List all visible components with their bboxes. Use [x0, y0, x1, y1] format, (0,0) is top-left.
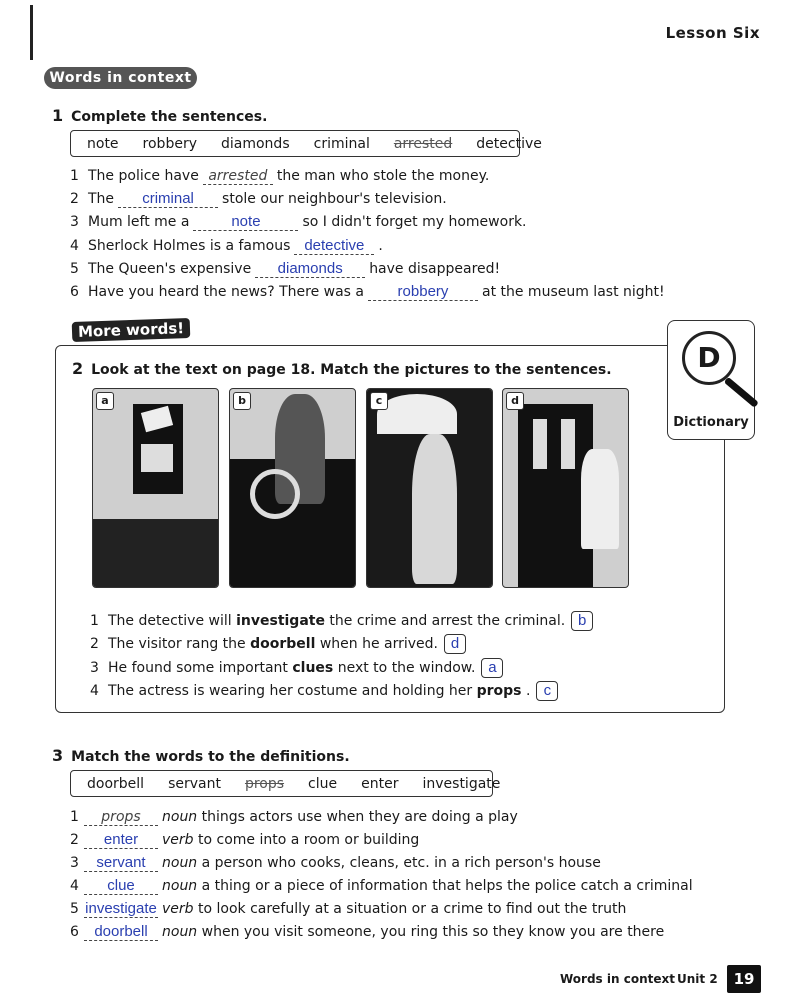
sentence-end: . [378, 238, 383, 254]
item-number: 2 [70, 832, 79, 848]
ex3-heading [52, 746, 350, 765]
ex3-word-box [70, 770, 501, 797]
sentence-start: The Queen's expensive [88, 261, 252, 277]
ex1-sentence [70, 238, 383, 255]
word-used: props [244, 775, 285, 792]
sentence-end: next to the window. [337, 660, 476, 676]
picture-c-actress-props [366, 388, 493, 588]
sentence-start: Sherlock Holmes is a famous [88, 238, 291, 254]
part-of-speech: noun [162, 855, 198, 871]
ex2-sentence [90, 681, 558, 701]
ex1-sentence [70, 214, 527, 231]
answer-blank[interactable]: diamonds [255, 261, 365, 278]
ex3-definition [70, 901, 626, 918]
lesson-title: Lesson Six [665, 24, 760, 42]
sentence-start: Have you heard the news? There was a [88, 284, 364, 300]
item-number: 4 [70, 238, 79, 254]
ex2-heading [72, 359, 612, 378]
definition-text: a person who cooks, cleans, etc. in a rich person's house [201, 855, 601, 871]
sentence-start: The actress is wearing her costume and holding her [108, 683, 473, 699]
item-number: 1 [90, 613, 99, 629]
ex2-sentence [90, 611, 593, 631]
answer-blank[interactable]: servant [84, 855, 158, 872]
item-number: 1 [70, 809, 79, 825]
key-word: props [476, 683, 522, 699]
sentence-start: He found some important [108, 660, 288, 676]
word: detective [476, 135, 542, 152]
sentence-end: at the museum last night! [481, 284, 665, 300]
item-number: 3 [90, 660, 99, 676]
sentence-end: when he arrived. [319, 636, 438, 652]
sentence-end: . [525, 683, 531, 699]
answer-box[interactable]: a [481, 658, 503, 678]
ex3-definition [70, 878, 693, 895]
ex1-sentence [70, 284, 665, 301]
sentence-end: the crime and arrest the criminal. [329, 613, 566, 629]
ex3-definition [70, 832, 419, 849]
answer-blank[interactable]: note [193, 214, 298, 231]
answer-box[interactable]: d [444, 634, 466, 654]
item-number: 2 [90, 636, 99, 652]
word: clue [308, 775, 338, 792]
part-of-speech: verb [162, 901, 194, 917]
ex3-definition [70, 855, 601, 872]
part-of-speech: noun [162, 924, 198, 940]
definition-text: to come into a room or building [198, 832, 420, 848]
ex1-sentence [70, 168, 489, 185]
key-word: investigate [236, 613, 325, 629]
ex1-sentence [70, 191, 447, 208]
definition-text: when you visit someone, you ring this so they know you are there [201, 924, 665, 940]
sentence-end: have disappeared! [369, 261, 501, 277]
answer-blank[interactable]: detective [294, 238, 374, 255]
sentence-start: Mum left me a [88, 214, 190, 230]
item-number: 2 [70, 191, 79, 207]
word: enter [361, 775, 399, 792]
more-words-label: More words! [72, 318, 191, 342]
ex1-title: Complete the sentences. [71, 109, 268, 125]
key-word: clues [292, 660, 334, 676]
word: note [87, 135, 119, 152]
word: investigate [422, 775, 501, 792]
picture-b-detective-magnifier [229, 388, 356, 588]
picture-label: a [96, 392, 114, 410]
picture-label: b [233, 392, 251, 410]
ex1-number: 1 [52, 106, 64, 125]
answer-box[interactable]: b [571, 611, 593, 631]
answer-blank[interactable]: robbery [368, 284, 478, 301]
page-number: 19 [727, 965, 761, 993]
dictionary-icon [667, 320, 755, 440]
definition-text: things actors use when they are doing a play [201, 809, 518, 825]
ex2-title: Look at the text on page 18. Match the pictures to the sentences. [91, 362, 612, 378]
answer-blank[interactable]: arrested [203, 168, 273, 185]
answer-blank[interactable]: investigate [85, 900, 157, 917]
ex2-sentence [90, 634, 466, 654]
picture-label: c [370, 392, 388, 410]
word-used: arrested [393, 135, 453, 152]
sentence-end: the man who stole the money. [276, 168, 490, 184]
item-number: 3 [70, 855, 79, 871]
item-number: 6 [70, 924, 79, 940]
sentence-start: The police have [88, 168, 199, 184]
item-number: 3 [70, 214, 79, 230]
word: criminal [313, 135, 370, 152]
answer-blank[interactable]: props [84, 809, 158, 826]
answer-box[interactable]: c [536, 681, 558, 701]
item-number: 5 [70, 261, 79, 277]
part-of-speech: noun [162, 878, 198, 894]
footer-unit: Unit 2 [677, 972, 718, 986]
sentence-end: so I didn't forget my homework. [302, 214, 527, 230]
magnifier-handle [724, 377, 759, 408]
ex1-word-box [70, 130, 542, 157]
part-of-speech: verb [162, 832, 194, 848]
item-number: 4 [70, 878, 79, 894]
section-badge: Words in context [44, 67, 197, 89]
word: servant [168, 775, 221, 792]
ex3-definition [70, 809, 518, 826]
word: doorbell [87, 775, 145, 792]
margin-mark [30, 5, 33, 60]
answer-blank[interactable]: doorbell [84, 924, 158, 941]
ex2-sentence [90, 658, 503, 678]
ex2-number: 2 [72, 359, 84, 378]
sentence-start: The [88, 191, 115, 207]
ex3-title: Match the words to the definitions. [71, 749, 350, 765]
item-number: 5 [70, 901, 79, 917]
answer-blank[interactable]: enter [84, 832, 158, 849]
word: robbery [142, 135, 197, 152]
item-number: 6 [70, 284, 79, 300]
word: diamonds [221, 135, 290, 152]
item-number: 4 [90, 683, 99, 699]
definition-text: a thing or a piece of information that helps the police catch a criminal [201, 878, 693, 894]
sentence-end: stole our neighbour's television. [222, 191, 447, 207]
sentence-start: The detective will [108, 613, 232, 629]
ex1-sentence [70, 261, 500, 278]
ex3-number: 3 [52, 746, 64, 765]
answer-blank[interactable]: clue [84, 878, 158, 895]
key-word: doorbell [250, 636, 316, 652]
part-of-speech: noun [162, 809, 198, 825]
picture-d-visitor-doorbell [502, 388, 629, 588]
magnifier-icon: D [682, 331, 736, 385]
answer-blank[interactable]: criminal [118, 191, 218, 208]
ex3-definition [70, 924, 664, 941]
dictionary-label: Dictionary [673, 415, 749, 430]
picture-a-window-clues [92, 388, 219, 588]
ex1-heading [52, 106, 267, 125]
item-number: 1 [70, 168, 79, 184]
definition-text: to look carefully at a situation or a crime to find out the truth [198, 901, 627, 917]
sentence-start: The visitor rang the [108, 636, 246, 652]
footer-section: Words in context [560, 972, 675, 986]
picture-label: d [506, 392, 524, 410]
